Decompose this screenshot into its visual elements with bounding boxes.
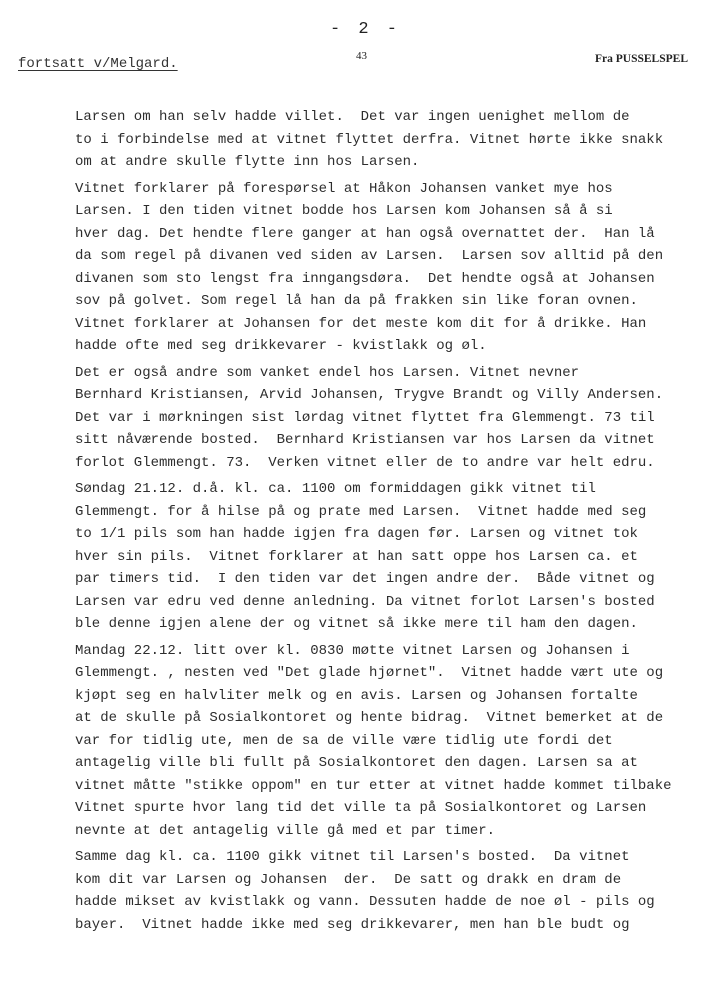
text-line: to i forbindelse med at vitnet flyttet derfra. Vitnet hørte ikke snakk xyxy=(75,131,664,148)
paragraph-6 xyxy=(75,846,710,936)
text-line: Larsen om han selv hadde villet. Det var ingen uenighet mellom de xyxy=(75,109,630,125)
text-line: Larsen. I den tiden vitnet bodde hos Larsen kom Johansen så å si xyxy=(75,203,613,219)
text-line: par timers tid. I den tiden var det ingen andre der. Både vitnet og xyxy=(75,571,655,587)
text-line: hver sin pils. Vitnet forklarer at han satt oppe hos Larsen ca. et xyxy=(75,548,638,565)
text-line: divanen som sto lengst fra inngangsdøra. Det hendte også at Johansen xyxy=(75,270,655,287)
paragraph-2 xyxy=(75,178,710,358)
paragraph-1 xyxy=(75,106,710,174)
text-line: to 1/1 pils som han hadde igjen fra dagen før. Larsen og vitnet tok xyxy=(75,526,638,542)
text-line: Det var i mørkningen sist lørdag vitnet flyttet fra Glemmengt. 73 til xyxy=(75,409,655,426)
text-line: kom dit var Larsen og Johansen der. De satt og drakk en dram de xyxy=(75,871,622,888)
text-line: hver dag. Det hendte flere ganger at han også overnattet der. Han lå xyxy=(75,225,655,242)
text-line: Glemmengt. for å hilse på og prate med Larsen. Vitnet hadde med seg xyxy=(75,503,647,520)
text-line: Det er også andre som vanket endel hos Larsen. Vitnet nevner xyxy=(75,364,580,381)
text-line: Vitnet forklarer at Johansen for det meste kom dit for å drikke. Han xyxy=(75,315,647,332)
paragraph-3 xyxy=(75,362,710,475)
page-number: - 2 - xyxy=(330,20,402,39)
text-line: da som regel på divanen ved siden av Larsen. Larsen sov alltid på den xyxy=(75,248,664,264)
text-line: sitt nåværende bosted. Bernhard Kristiansen var hos Larsen da vitnet xyxy=(75,432,655,448)
paragraph-5 xyxy=(75,640,710,843)
text-line: Glemmengt. , nesten ved "Det glade hjørnet". Vitnet hadde vært ute og xyxy=(75,665,664,681)
text-line: Vitnet spurte hvor lang tid det ville ta på Sosialkontoret og Larsen xyxy=(75,800,647,816)
text-line: Bernhard Kristiansen, Arvid Johansen, Trygve Brandt og Villy Andersen. xyxy=(75,387,664,403)
paragraph-4 xyxy=(75,478,710,636)
text-line: antagelig ville bli fullt på Sosialkontoret den dagen. Larsen sa at xyxy=(75,755,638,771)
source-label: Fra PUSSELSPEL xyxy=(595,53,688,65)
text-line: Samme dag kl. ca. 1100 gikk vitnet til Larsen's bosted. Da vitnet xyxy=(75,849,630,865)
page-reference: 43 xyxy=(356,50,367,62)
text-line: sov på golvet. Som regel lå han da på frakken sin like foran ovnen. xyxy=(75,293,638,309)
text-line: Larsen var edru ved denne anledning. Da vitnet forlot Larsen's bosted xyxy=(75,593,655,610)
text-line: bayer. Vitnet hadde ikke med seg drikkevarer, men han ble budt og xyxy=(75,916,630,933)
text-line: ble denne igjen alene der og vitnet så ikke mere til ham den dagen. xyxy=(75,616,638,632)
text-line: Vitnet forklarer på forespørsel at Håkon Johansen vanket mye hos xyxy=(75,180,613,197)
text-line: Søndag 21.12. d.å. kl. ca. 1100 om formiddagen gikk vitnet til xyxy=(75,481,596,497)
document-body xyxy=(75,106,710,936)
text-line: at de skulle på Sosialkontoret og hente bidrag. Vitnet bemerket at de xyxy=(75,710,664,726)
continued-heading: fortsatt v/Melgard. xyxy=(18,56,178,72)
text-line: hadde ofte med seg drikkevarer - kvistlakk og øl. xyxy=(75,338,487,354)
text-line: nevnte at det antagelig ville gå med et par timer. xyxy=(75,822,496,839)
text-line: kjøpt seg en halvliter melk og en avis. Larsen og Johansen fortalte xyxy=(75,687,638,704)
text-line: Mandag 22.12. litt over kl. 0830 møtte vitnet Larsen og Johansen i xyxy=(75,642,630,659)
text-line: om at andre skulle flytte inn hos Larsen. xyxy=(75,154,420,170)
text-line: vitnet måtte "stikke oppom" en tur etter at vitnet hadde kommet tilbake xyxy=(75,777,672,794)
text-line: var for tidlig ute, men de sa de ville være tidlig ute fordi det xyxy=(75,732,613,749)
text-line: forlot Glemmengt. 73. Verken vitnet eller de to andre var helt edru. xyxy=(75,454,655,471)
text-line: hadde mikset av kvistlakk og vann. Dessuten hadde de noe øl - pils og xyxy=(75,894,655,910)
